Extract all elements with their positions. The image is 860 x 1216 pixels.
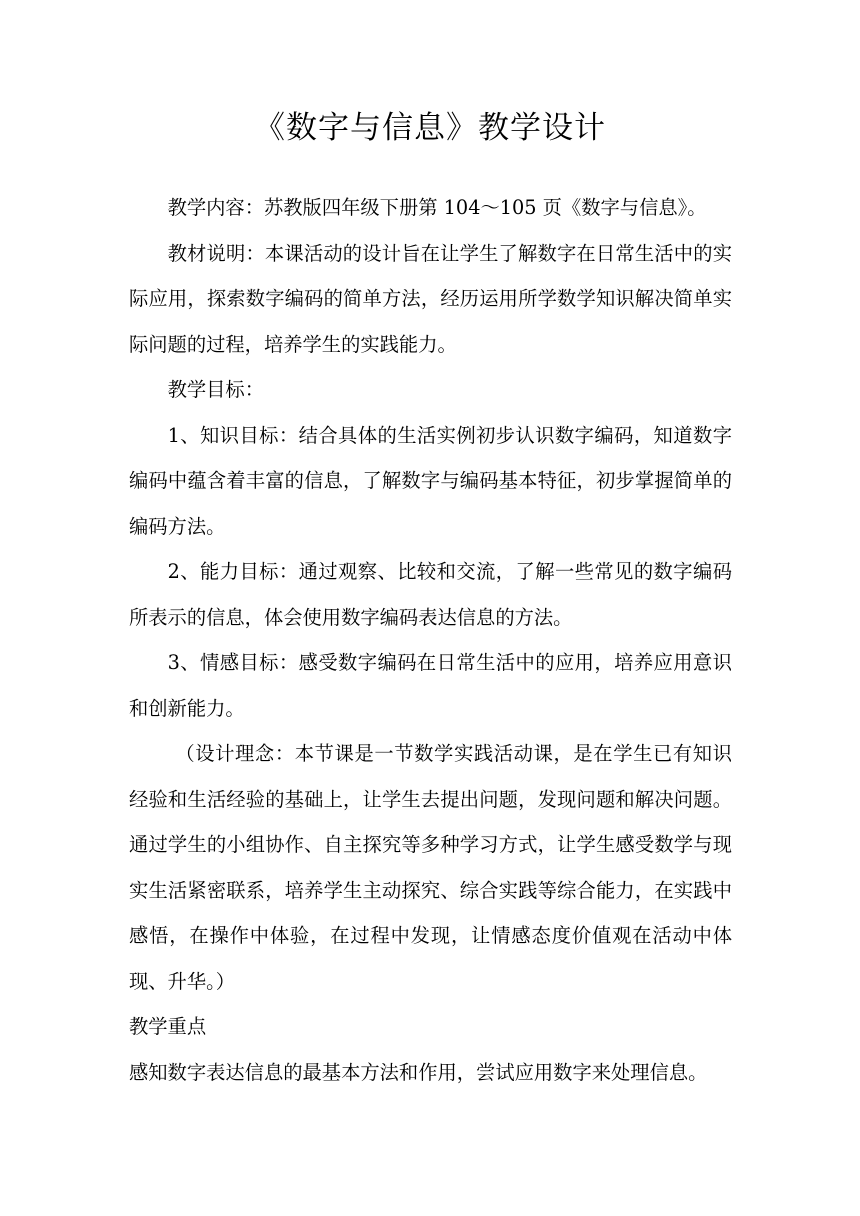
paragraph-key-points: 感知数字表达信息的最基本方法和作用，尝试应用数字来处理信息。 — [129, 1060, 708, 1084]
paragraph-teaching-content: 教学内容：苏教版四年级下册第 104～105 页《数字与信息》。 — [167, 196, 707, 219]
paragraph-emotion-goal: 3、情感目标：感受数字编码在日常生活中的应用，培养应用意识和创新能力。 — [129, 651, 732, 720]
paragraph-teaching-goals-heading: 教学目标： — [167, 378, 264, 401]
document-body — [129, 185, 732, 1095]
paragraph-design-concept: （设计理念：本节课是一节数学实践活动课，是在学生已有知识经验和生活经验的基础上，让学生去提出问题，发现问题和解决问题。通过学生的小组协作、自主探究等多种学习方式，让学生感受数学与现实生活紧密联系，培养学生主动探究、综合实践等综合能力，在实践中感悟，在操作中体验，在过程中发现，让情感态度价值观在活动中体现、升华。） — [129, 742, 732, 993]
paragraph-material-description: 教材说明：本课活动的设计旨在让学生了解数字在日常生活中的实际应用，探索数字编码的简单方法，经历运用所学数学知识解决简单实际问题的过程，培养学生的实践能力。 — [129, 241, 732, 356]
paragraph-ability-goal: 2、能力目标：通过观察、比较和交流，了解一些常见的数字编码所表示的信息，体会使用数字编码表达信息的方法。 — [129, 560, 732, 629]
paragraph-knowledge-goal: 1、知识目标：结合具体的生活实例初步认识数字编码，知道数字编码中蕴含着丰富的信息，了解数字与编码基本特征，初步掌握简单的编码方法。 — [129, 423, 732, 538]
paragraph-key-points-heading: 教学重点 — [129, 1015, 207, 1038]
document-title: 《数字与信息》教学设计 — [254, 110, 606, 146]
